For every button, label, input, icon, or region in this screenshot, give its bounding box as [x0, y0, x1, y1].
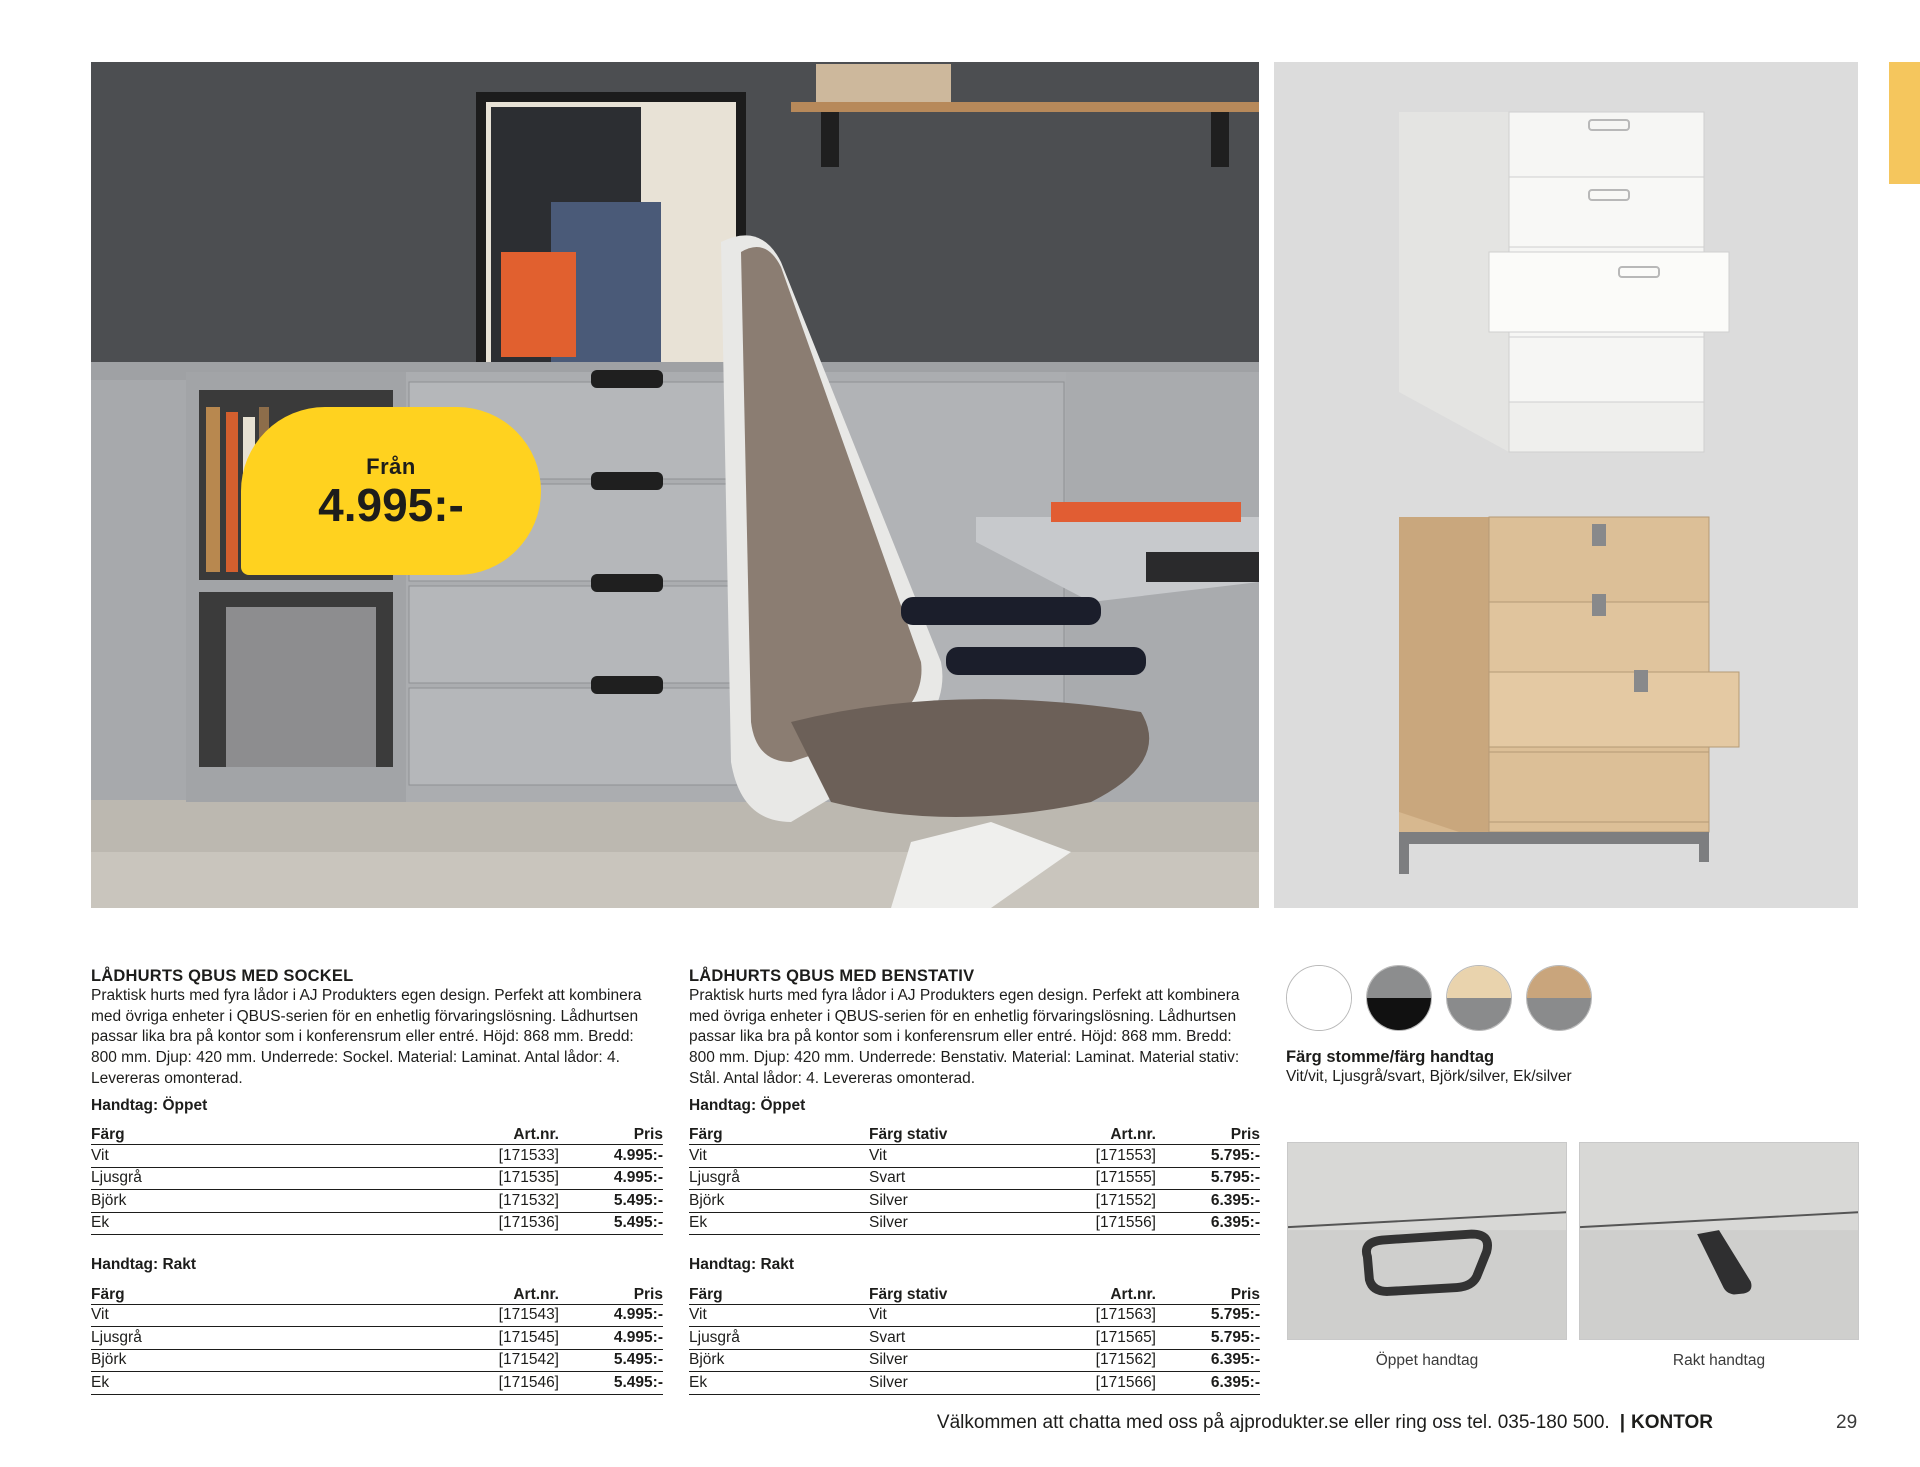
row-art: [171543] — [305, 1304, 559, 1327]
row-color: Ek — [91, 1372, 305, 1395]
row-price: 5.495:- — [559, 1349, 663, 1372]
table-row — [91, 1349, 663, 1372]
price-table-straight-handle — [689, 1282, 1260, 1395]
table-row — [689, 1167, 1260, 1190]
row-color: Ljusgrå — [91, 1167, 305, 1190]
row-price: 6.395:- — [1156, 1190, 1260, 1213]
product-description: Praktisk hurts med fyra lådor i AJ Produkters egen design. Perfekt att kombinera med övriga enheter i QBUS-serien för en enhetlig förvaringslösning. Lådhurtsen passar lika bra på kontor som i konferensrum eller entré. Höjd: 868 mm. Bredd: 800 mm. Djup: 420 mm. Underrede: Benstativ. Material: Laminat. Material stativ: Stål. Antal lådor: 4. Levereras omonterad. — [689, 987, 1240, 1087]
row-art: [171545] — [305, 1327, 559, 1350]
open-handle-photo — [1287, 1142, 1567, 1340]
swatch-lightgrey-black — [1366, 965, 1432, 1031]
product-photo — [1274, 62, 1858, 908]
row-art: [171546] — [305, 1372, 559, 1395]
row-art: [171533] — [305, 1145, 559, 1168]
table-header-row — [689, 1282, 1260, 1304]
handle-group-label: Handtag: Rakt — [689, 1256, 795, 1274]
handle-group-label: Handtag: Öppet — [91, 1096, 208, 1114]
table-header-row — [91, 1282, 663, 1304]
row-color: Vit — [689, 1145, 869, 1168]
table-row — [689, 1190, 1260, 1213]
row-art: [171553] — [1031, 1145, 1156, 1168]
row-price: 5.795:- — [1156, 1167, 1260, 1190]
footer-section-name: KONTOR — [1631, 1412, 1713, 1433]
straight-handle-photo — [1579, 1142, 1859, 1340]
row-art: [171563] — [1031, 1304, 1156, 1327]
row-stand-color: Vit — [869, 1145, 1031, 1168]
product-sockel — [91, 966, 663, 1395]
table-row — [689, 1212, 1260, 1235]
open-handle-illustration — [1288, 1143, 1566, 1339]
row-color: Björk — [689, 1349, 869, 1372]
row-price: 5.795:- — [1156, 1304, 1260, 1327]
page-footer — [0, 1412, 1920, 1438]
price-badge-from-label: Från — [366, 454, 416, 479]
row-art: [171542] — [305, 1349, 559, 1372]
footer-contact — [937, 1412, 1713, 1434]
color-info-title: Färg stomme/färg handtag — [1286, 1048, 1495, 1066]
row-price: 5.795:- — [1156, 1145, 1260, 1168]
product-description: Praktisk hurts med fyra lådor i AJ Produkters egen design. Perfekt att kombinera med övriga enheter i QBUS-serien för en enhetlig förvaringslösning. Lådhurtsen passar lika bra på kontor som i konferensrum eller entré. Höjd: 868 mm. Bredd: 800 mm. Djup: 420 mm. Underrede: Sockel. Material: Laminat. Antal lådor: 4. Levereras omonterad. — [91, 987, 642, 1087]
row-art: [171552] — [1031, 1190, 1156, 1213]
table-row — [91, 1327, 663, 1350]
row-color: Ek — [689, 1212, 869, 1235]
table-header-row — [689, 1123, 1260, 1145]
header-color: Färg — [689, 1282, 869, 1304]
product-title: LÅDHURTS QBUS MED BENSTATIV — [689, 967, 975, 985]
row-stand-color: Vit — [869, 1304, 1031, 1327]
header-price: Pris — [559, 1282, 663, 1304]
row-art: [171536] — [305, 1212, 559, 1235]
header-stand-color: Färg stativ — [869, 1282, 1031, 1304]
header-color: Färg — [689, 1123, 869, 1145]
row-color: Björk — [91, 1190, 305, 1213]
row-stand-color: Silver — [869, 1212, 1031, 1235]
row-art: [171555] — [1031, 1167, 1156, 1190]
header-art: Art.nr. — [305, 1123, 559, 1145]
table-row — [91, 1167, 663, 1190]
color-info-values: Vit/vit, Ljusgrå/svart, Björk/silver, Ek/silver — [1286, 1068, 1572, 1085]
header-art: Art.nr. — [1031, 1282, 1156, 1304]
row-price: 6.395:- — [1156, 1372, 1260, 1395]
row-art: [171532] — [305, 1190, 559, 1213]
row-art: [171535] — [305, 1167, 559, 1190]
row-color: Ek — [689, 1372, 869, 1395]
row-stand-color: Silver — [869, 1190, 1031, 1213]
row-price: 6.395:- — [1156, 1212, 1260, 1235]
table-row — [91, 1212, 663, 1235]
row-color: Ljusgrå — [91, 1327, 305, 1350]
color-swatches — [1286, 965, 1592, 1031]
table-row — [91, 1145, 663, 1168]
handle-group-label: Handtag: Rakt — [91, 1256, 197, 1274]
row-color: Ljusgrå — [689, 1167, 869, 1190]
price-badge — [241, 407, 541, 575]
table-row — [689, 1145, 1260, 1168]
price-table-open-handle — [689, 1123, 1260, 1236]
price-badge-price: 4.995:- — [318, 479, 464, 531]
row-price: 4.995:- — [559, 1145, 663, 1168]
table-row — [91, 1304, 663, 1327]
row-price: 5.495:- — [559, 1372, 663, 1395]
row-price: 6.395:- — [1156, 1349, 1260, 1372]
row-art: [171566] — [1031, 1372, 1156, 1395]
table-row — [91, 1372, 663, 1395]
product-benstativ — [689, 966, 1260, 1395]
row-price: 5.495:- — [559, 1190, 663, 1213]
row-price: 4.995:- — [559, 1167, 663, 1190]
header-art: Art.nr. — [1031, 1123, 1156, 1145]
header-price: Pris — [1156, 1123, 1260, 1145]
row-price: 5.495:- — [559, 1212, 663, 1235]
page-number: 29 — [1836, 1412, 1858, 1433]
table-row — [689, 1372, 1260, 1395]
price-table-straight-handle — [91, 1282, 663, 1395]
row-color: Vit — [91, 1304, 305, 1327]
row-color: Vit — [91, 1145, 305, 1168]
row-stand-color: Svart — [869, 1167, 1031, 1190]
row-color: Björk — [91, 1349, 305, 1372]
straight-handle-illustration — [1580, 1143, 1858, 1339]
header-color: Färg — [91, 1123, 305, 1145]
row-stand-color: Svart — [869, 1327, 1031, 1350]
row-color: Ljusgrå — [689, 1327, 869, 1350]
row-color: Ek — [91, 1212, 305, 1235]
row-stand-color: Silver — [869, 1372, 1031, 1395]
row-art: [171562] — [1031, 1349, 1156, 1372]
table-row — [689, 1327, 1260, 1350]
row-art: [171565] — [1031, 1327, 1156, 1350]
footer-contact-text: Välkommen att chatta med oss på ajprodukter.se eller ring oss tel. 035-180 500. — [936, 1412, 1610, 1433]
header-price: Pris — [559, 1123, 663, 1145]
table-header-row — [91, 1123, 663, 1145]
header-price: Pris — [1156, 1282, 1260, 1304]
row-price: 4.995:- — [559, 1327, 663, 1350]
header-stand-color: Färg stativ — [869, 1123, 1031, 1145]
swatch-birch-silver — [1446, 965, 1512, 1031]
product-title: LÅDHURTS QBUS MED SOCKEL — [91, 967, 354, 985]
straight-handle-caption: Rakt handtag — [1672, 1352, 1766, 1369]
table-row — [91, 1190, 663, 1213]
open-handle-caption: Öppet handtag — [1375, 1352, 1479, 1369]
price-table-open-handle — [91, 1123, 663, 1236]
header-art: Art.nr. — [305, 1282, 559, 1304]
row-price: 4.995:- — [559, 1304, 663, 1327]
row-color: Björk — [689, 1190, 869, 1213]
footer-separator: | — [1619, 1412, 1626, 1433]
header-color: Färg — [91, 1282, 305, 1304]
section-tab — [1889, 62, 1920, 184]
row-price: 5.795:- — [1156, 1327, 1260, 1350]
row-stand-color: Silver — [869, 1349, 1031, 1372]
swatch-white-white — [1286, 965, 1352, 1031]
office-photo — [91, 62, 1259, 908]
drawer-units-illustration — [1274, 62, 1858, 908]
table-row — [689, 1304, 1260, 1327]
table-row — [689, 1349, 1260, 1372]
handle-group-label: Handtag: Öppet — [689, 1096, 806, 1114]
row-color: Vit — [689, 1304, 869, 1327]
row-art: [171556] — [1031, 1212, 1156, 1235]
swatch-oak-silver — [1526, 965, 1592, 1031]
